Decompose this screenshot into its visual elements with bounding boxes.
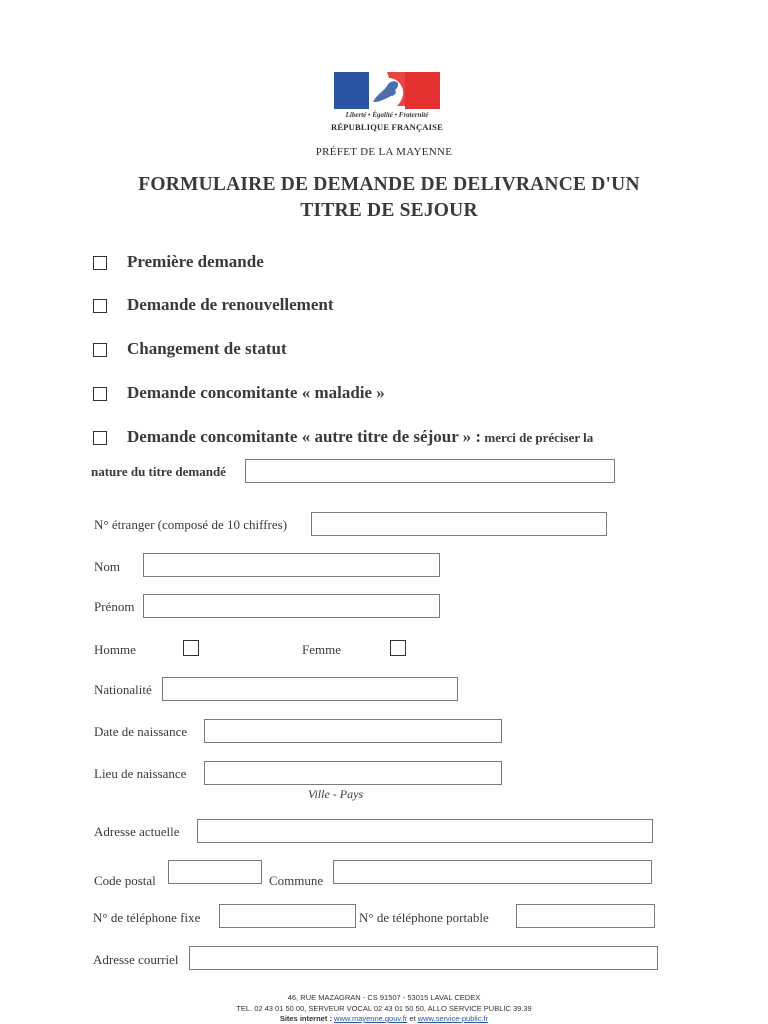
address-field[interactable]	[197, 819, 653, 843]
checkbox-female[interactable]	[390, 640, 406, 656]
town-field[interactable]	[333, 860, 652, 884]
firstname-field[interactable]	[143, 594, 440, 618]
label-nationality: Nationalité	[94, 682, 152, 697]
label-status-change: Changement de statut	[127, 339, 287, 358]
label-birthplace: Lieu de naissance	[94, 766, 187, 781]
republic-name: RÉPUBLIQUE FRANÇAISE	[331, 122, 443, 132]
label-firstname: Prénom	[94, 599, 135, 614]
label-email: Adresse courriel	[93, 952, 179, 967]
link-service-public-site[interactable]: www.service-public.fr	[417, 1014, 489, 1023]
footer-phone: TEL. 02 43 01 50 00, SERVEUR VOCAL 02 43 01 50 50, ALLO SERVICE PUBLIC 39.39	[236, 1004, 532, 1013]
footer-and: et	[407, 1014, 418, 1023]
republic-logo	[334, 72, 440, 109]
label-concurrent-other-permit-note: merci de préciser la	[481, 430, 594, 445]
footer-address: 46, RUE MAZAGRAN - CS 91507 - 53015 LAVAL CEDEX	[287, 993, 481, 1002]
nationality-field[interactable]	[162, 677, 458, 701]
flag-red-band	[405, 72, 440, 109]
label-male: Homme	[94, 642, 136, 657]
permit-nature-field[interactable]	[245, 459, 615, 483]
form-title-line-2: TITRE DE SEJOUR	[300, 200, 478, 221]
label-surname: Nom	[94, 559, 120, 574]
label-mobile: N° de téléphone portable	[359, 910, 489, 925]
foreigner-number-field[interactable]	[311, 512, 607, 536]
surname-field[interactable]	[143, 553, 440, 577]
postcode-field[interactable]	[168, 860, 262, 884]
checkbox-concurrent-other-permit[interactable]	[93, 431, 107, 445]
landline-field[interactable]	[219, 904, 356, 928]
label-concurrent-other-permit	[127, 427, 593, 447]
label-renewal-request: Demande de renouvellement	[127, 295, 334, 314]
label-permit-nature: nature du titre demandé	[91, 464, 226, 479]
label-landline: N° de téléphone fixe	[93, 910, 201, 925]
checkbox-male[interactable]	[183, 640, 199, 656]
birthdate-field[interactable]	[204, 719, 502, 743]
label-birthdate: Date de naissance	[94, 724, 188, 739]
link-mayenne-site[interactable]: www.mayenne.gouv.fr	[334, 1014, 408, 1023]
label-concurrent-other-permit-text: Demande concomitante « autre titre de séjour » :	[127, 427, 482, 446]
checkbox-renewal-request[interactable]	[93, 299, 107, 313]
prefecture-name: PRÉFET DE LA MAYENNE	[315, 146, 453, 158]
checkbox-status-change[interactable]	[93, 343, 107, 357]
label-postcode: Code postal	[94, 873, 156, 888]
marianne-profile-icon	[369, 72, 405, 109]
republic-motto: Liberté • Égalité • Fraternité	[345, 111, 429, 119]
footer-sites-label: Sites internet :	[279, 1014, 335, 1023]
checkbox-first-request[interactable]	[93, 256, 107, 270]
label-address: Adresse actuelle	[94, 824, 180, 839]
label-first-request: Première demande	[127, 252, 264, 271]
label-concurrent-illness: Demande concomitante « maladie »	[127, 383, 385, 402]
footer-websites	[0, 1014, 768, 1023]
checkbox-concurrent-illness[interactable]	[93, 387, 107, 401]
flag-blue-band	[334, 72, 369, 109]
form-title-line-1: FORMULAIRE DE DEMANDE DE DELIVRANCE D'UN	[138, 174, 640, 195]
birthplace-hint: Ville - Pays	[308, 787, 364, 801]
birthplace-field[interactable]	[204, 761, 502, 785]
label-town: Commune	[269, 873, 324, 888]
label-female: Femme	[302, 642, 341, 657]
label-foreigner-number: N° étranger (composé de 10 chiffres)	[94, 517, 288, 532]
mobile-field[interactable]	[516, 904, 655, 928]
email-field[interactable]	[189, 946, 658, 970]
